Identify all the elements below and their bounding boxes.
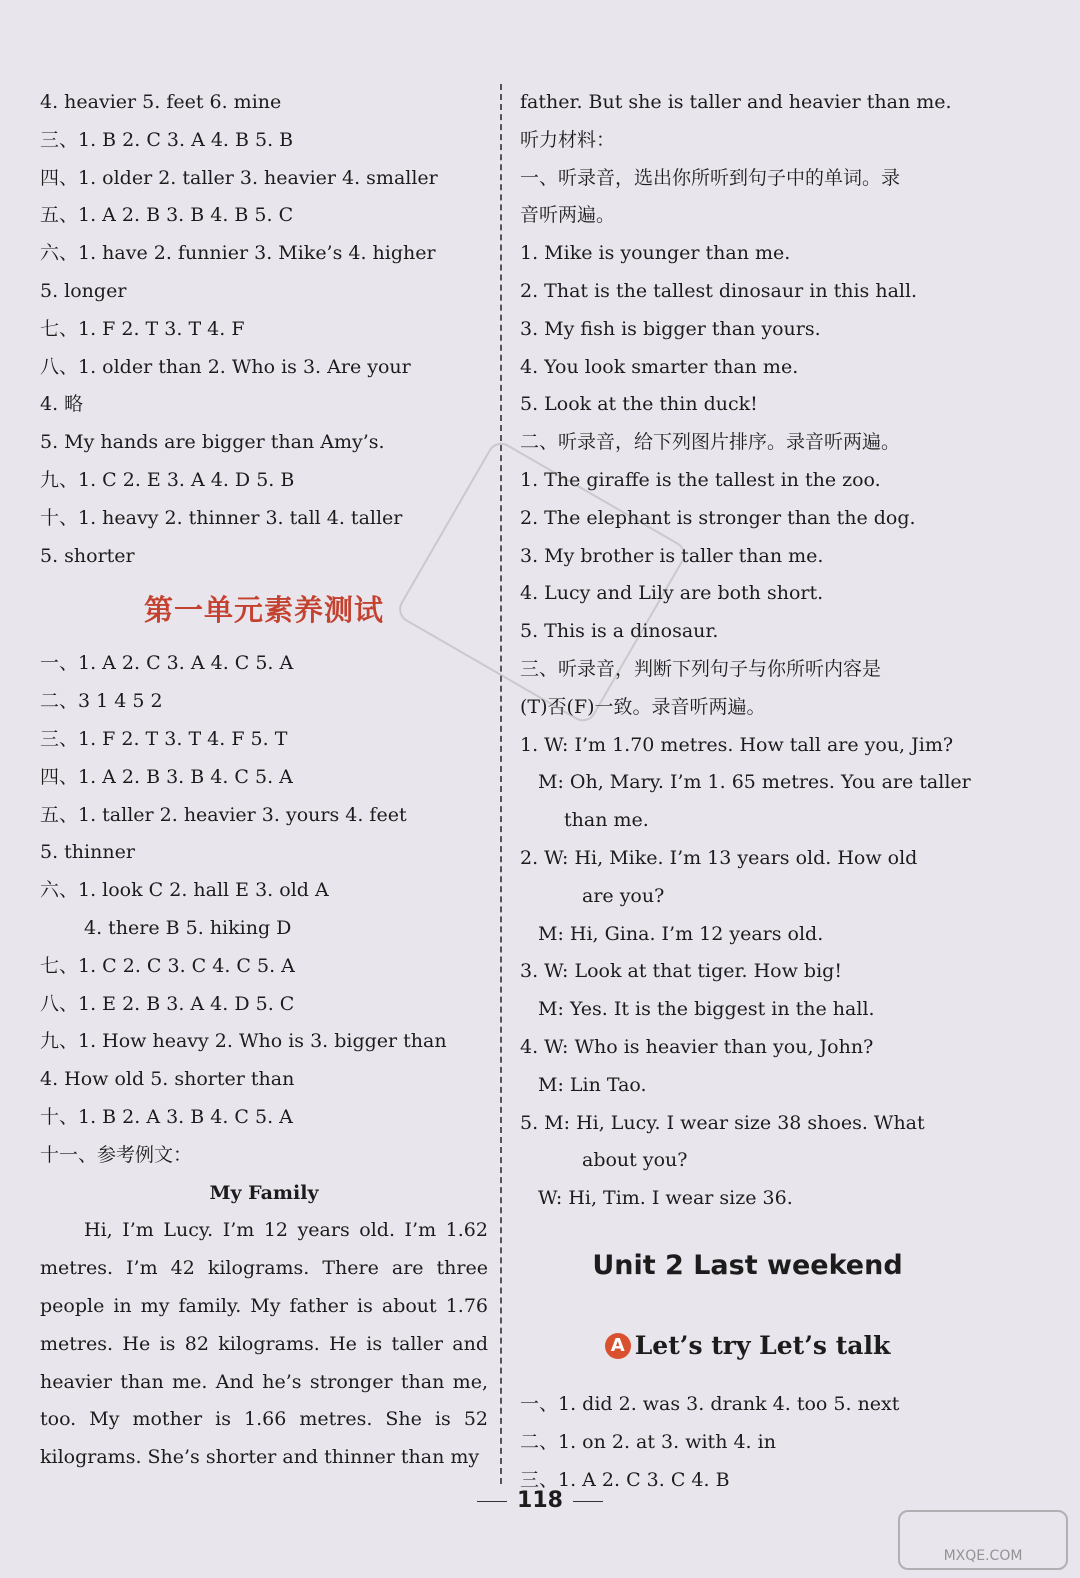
answer-line: 4. 略 bbox=[40, 393, 84, 416]
dialogue-line: 1. W: I’m 1.70 metres. How tall are you, Jim? bbox=[520, 733, 954, 756]
answer-line: 九、1. C 2. E 3. A 4. D 5. B bbox=[40, 468, 295, 491]
answer-line: 4. How old 5. shorter than bbox=[40, 1068, 295, 1091]
dialogue-line: 5. M: Hi, Lucy. I wear size 38 shoes. What bbox=[520, 1111, 925, 1134]
answer-line: 三、1. A 2. C 3. C 4. B bbox=[520, 1468, 730, 1491]
answer-line: 4. heavier 5. feet 6. mine bbox=[40, 91, 282, 113]
dialogue-line: M: Hi, Gina. I’m 12 years old. bbox=[538, 922, 824, 945]
answer-line: 四、1. A 2. B 3. B 4. C 5. A bbox=[40, 765, 293, 788]
listening-line: 5. Look at the thin duck! bbox=[520, 393, 758, 416]
answer-line: 八、1. older than 2. Who is 3. Are your bbox=[40, 355, 411, 378]
answer-line: 十、1. B 2. A 3. B 4. C 5. A bbox=[40, 1105, 293, 1128]
lesson-a-badge-icon: A bbox=[605, 1333, 631, 1359]
left-column bbox=[40, 84, 488, 1477]
answer-line: 三、1. F 2. T 3. T 4. F 5. T bbox=[40, 727, 288, 750]
dash-left bbox=[477, 1501, 507, 1502]
watermark-logo-icon bbox=[898, 1510, 1068, 1570]
column-divider bbox=[500, 84, 502, 1484]
dialogue-line: 4. W: Who is heavier than you, John? bbox=[520, 1035, 874, 1058]
dialogue-line: M: Lin Tao. bbox=[538, 1073, 647, 1096]
answer-line: 5. longer bbox=[40, 279, 127, 302]
page-number: 118 bbox=[517, 1488, 563, 1513]
listening-heading: 听力材料： bbox=[520, 128, 616, 151]
answer-line: 五、1. taller 2. heavier 3. yours 4. feet bbox=[40, 803, 407, 826]
answer-line: 五、1. A 2. B 3. B 4. B 5. C bbox=[40, 204, 294, 227]
part3-heading: 三、听录音，判断下列句子与你所听内容是 bbox=[520, 657, 882, 680]
answer-line: 七、1. C 2. C 3. C 4. C 5. A bbox=[40, 954, 295, 977]
listening-line: 5. This is a dinosaur. bbox=[520, 620, 719, 643]
answer-line: 八、1. E 2. B 3. A 4. D 5. C bbox=[40, 992, 295, 1015]
answer-line: 5. thinner bbox=[40, 841, 135, 864]
essay-title: My Family bbox=[209, 1181, 319, 1204]
essay-text: Hi, I’m Lucy. I’m 12 years old. I’m 1.62 metres. I’m 42 kilograms. There are three people in my family. My father is about 1.76 metres. He is 82 kilograms. He is taller and heavier than me. And he’s stronger than me, too. My mother is 1.66 metres. She is 52 kilograms. She’s shorter and thinner than my bbox=[40, 1219, 488, 1469]
answer-line: 一、1. A 2. C 3. A 4. C 5. A bbox=[40, 652, 294, 675]
part1-heading: 音听两遍。 bbox=[520, 204, 616, 227]
watermark-logo-text: MXQE.COM bbox=[943, 1548, 1023, 1564]
answer-line: 九、1. How heavy 2. Who is 3. bigger than bbox=[40, 1030, 447, 1053]
dialogue-line: M: Yes. It is the biggest in the hall. bbox=[538, 998, 875, 1021]
answer-line: 七、1. F 2. T 3. T 4. F bbox=[40, 317, 245, 340]
dialogue-line: than me. bbox=[564, 809, 649, 832]
part1-heading: 一、听录音，选出你所听到句子中的单词。录 bbox=[520, 166, 901, 189]
answers-top bbox=[40, 84, 488, 575]
listening-line: 2. The elephant is stronger than the dog. bbox=[520, 506, 916, 529]
right-column bbox=[520, 84, 975, 1499]
answer-line: 二、1. on 2. at 3. with 4. in bbox=[520, 1430, 776, 1453]
dialogue-line: about you? bbox=[582, 1149, 688, 1172]
dialogue-line: 2. W: Hi, Mike. I’m 13 years old. How old bbox=[520, 846, 918, 869]
section-title: 第一单元素养测试 bbox=[143, 593, 384, 628]
answer-line: 一、1. did 2. was 3. drank 4. too 5. next bbox=[520, 1392, 900, 1415]
listening-line: 2. That is the tallest dinosaur in this hall. bbox=[520, 279, 918, 302]
answer-line: 4. there B 5. hiking D bbox=[84, 916, 292, 939]
answer-line: 5. shorter bbox=[40, 544, 135, 567]
dash-right bbox=[573, 1501, 603, 1502]
part3-heading: (T)否(F)一致。录音听两遍。 bbox=[520, 695, 766, 718]
answer-line: 二、3 1 4 5 2 bbox=[40, 690, 163, 713]
listening-line: 1. The giraffe is the tallest in the zoo. bbox=[520, 468, 881, 491]
part2-heading: 二、听录音，给下列图片排序。录音听两遍。 bbox=[520, 431, 901, 454]
listening-line: 4. You look smarter than me. bbox=[520, 355, 799, 378]
dialogue-line: W: Hi, Tim. I wear size 36. bbox=[538, 1187, 793, 1210]
dialogue-line: 3. W: Look at that tiger. How big! bbox=[520, 960, 842, 983]
answer-line: 十、1. heavy 2. thinner 3. tall 4. taller bbox=[40, 506, 403, 529]
listening-line: 3. My brother is taller than me. bbox=[520, 544, 824, 567]
answer-line: 十一、参考例文： bbox=[40, 1143, 193, 1166]
listening-line: 3. My fish is bigger than yours. bbox=[520, 317, 821, 340]
answer-line: 六、1. have 2. funnier 3. Mike’s 4. higher bbox=[40, 242, 436, 265]
unit-title: Unit 2 Last weekend bbox=[592, 1249, 903, 1281]
answers-test bbox=[40, 645, 488, 1174]
dialogue-list bbox=[520, 727, 975, 1218]
answer-line: 三、1. B 2. C 3. A 4. B 5. B bbox=[40, 128, 294, 151]
essay-continuation: father. But she is taller and heavier than me. bbox=[520, 91, 952, 113]
dialogue-line: M: Oh, Mary. I’m 1. 65 metres. You are taller bbox=[538, 771, 971, 794]
answer-line: 四、1. older 2. taller 3. heavier 4. smaller bbox=[40, 166, 438, 189]
lesson-title-text: Let’s try Let’s talk bbox=[634, 1330, 891, 1360]
lesson-title bbox=[520, 1306, 975, 1386]
answer-line: 5. My hands are bigger than Amy’s. bbox=[40, 431, 385, 454]
listening-line: 1. Mike is younger than me. bbox=[520, 242, 791, 265]
listening-line: 4. Lucy and Lily are both short. bbox=[520, 582, 824, 605]
dialogue-line: are you? bbox=[582, 884, 665, 907]
answer-line: 六、1. look C 2. hall E 3. old A bbox=[40, 879, 329, 902]
